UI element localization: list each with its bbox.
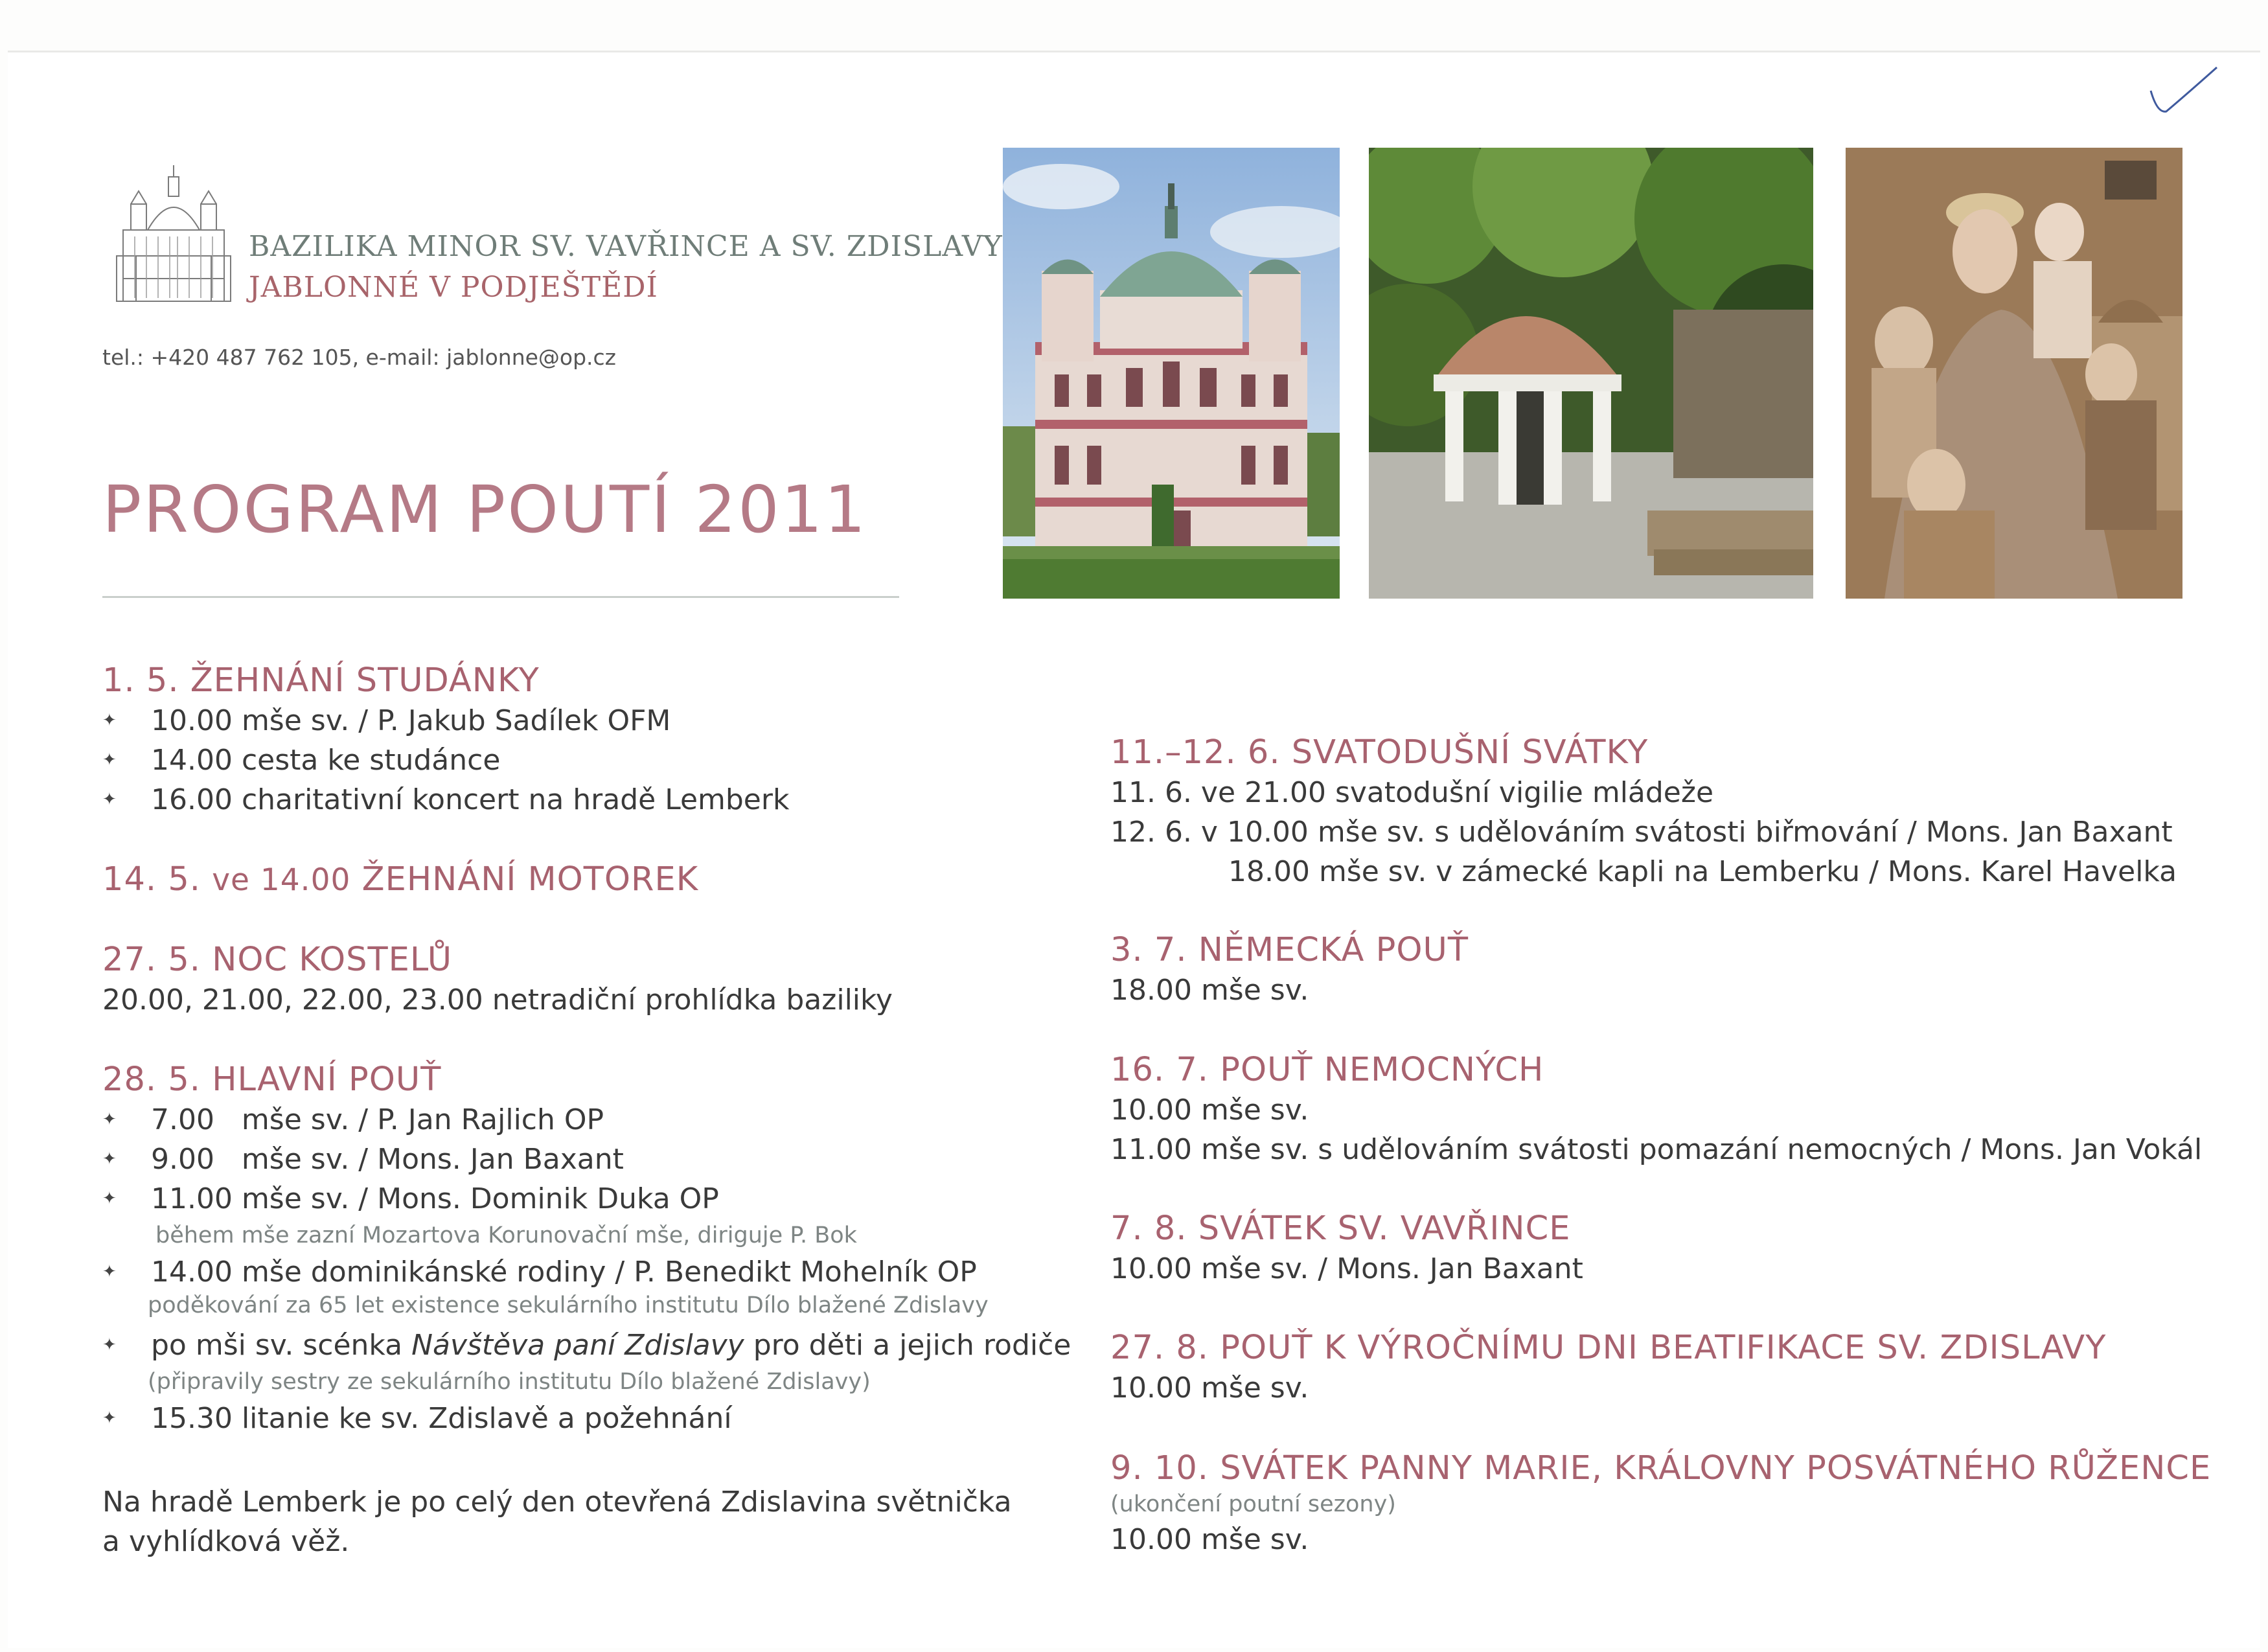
- event-name: ŽEHNÁNÍ MOTOREK: [361, 860, 699, 899]
- event-heading: 16. 7. POUŤ NEMOCNÝCH: [1110, 1051, 1544, 1089]
- event-heading: 9. 10. SVÁTEK PANNY MARIE, KRÁLOVNY POSVÁTNÉHO RŮŽENCE: [1110, 1449, 2212, 1487]
- event-heading: 27. 5. NOC KOSTELŮ: [102, 941, 453, 979]
- list-item-text: po mši sv. scénka: [151, 1329, 412, 1362]
- list-item: [102, 1252, 1071, 1292]
- bullet-icon: ✦: [102, 1149, 117, 1169]
- event-time: ve 14.00: [212, 862, 351, 898]
- list-item: [102, 701, 789, 740]
- event-heading: 7. 8. SVÁTEK SV. VAVŘINCE: [1110, 1210, 1571, 1248]
- event-line: 10.00 mše sv.: [1110, 1094, 1309, 1127]
- note: poděkování za 65 let existence sekulárního institutu Dílo blažené Zdislavy: [148, 1292, 989, 1318]
- event-r1: [1110, 733, 2177, 891]
- event-line: 10.00 mše sv.: [1110, 1371, 1309, 1405]
- list-item: [102, 1399, 1071, 1438]
- list-item-text: 7.00 mše sv. / P. Jan Rajlich OP: [151, 1103, 604, 1136]
- event-line: 10.00 mše sv. / Mons. Jan Baxant: [1110, 1252, 1583, 1285]
- basilica-photo: [1003, 148, 1340, 599]
- note: během mše zazní Mozartova Korunovační mše, diriguje P. Bok: [155, 1222, 857, 1248]
- list-item-text: 14.00 cesta ke studánce: [151, 744, 501, 777]
- list-item-text: 14.00 mše dominikánské rodiny / P. Benedikt Mohelník OP: [151, 1256, 977, 1289]
- event-r4: [1110, 1209, 1583, 1289]
- bullet-icon: ✦: [102, 1189, 117, 1208]
- event-1: [102, 661, 789, 820]
- event-line: 11.00 mše sv. s udělováním svátosti pomazání nemocných / Mons. Jan Vokál: [1110, 1133, 2203, 1166]
- basilica-logo-icon: [115, 159, 232, 308]
- list-item: [102, 740, 789, 780]
- list-item-text: 16.00 charitativní koncert na hradě Lemberk: [151, 783, 790, 816]
- event-line: 11. 6. ve 21.00 svatodušní vigilie mládeže: [1110, 776, 1714, 809]
- event-line: 10.00 mše sv.: [1110, 1523, 1309, 1556]
- event-2: [102, 860, 698, 901]
- bullet-icon: ✦: [102, 750, 117, 770]
- bullet-icon: ✦: [102, 1335, 117, 1355]
- note: (ukončení poutní sezony): [1110, 1491, 1396, 1517]
- event-line: 18.00 mše sv.: [1110, 974, 1309, 1007]
- event-r3: [1110, 1050, 2202, 1169]
- bullet-icon: ✦: [102, 1408, 117, 1428]
- list-item: [102, 1140, 1071, 1179]
- event-r6: [1110, 1449, 2211, 1559]
- footer-line: Na hradě Lemberk je po celý den otevřená Zdislavina světnička: [102, 1486, 1012, 1519]
- list-item: [102, 1100, 1071, 1140]
- org-place: JABLONNÉ V PODJEŠTĚDÍ: [249, 271, 658, 304]
- event-heading: 28. 5. HLAVNÍ POUŤ: [102, 1061, 442, 1099]
- list-item-text: pro děti a jejich rodiče: [744, 1329, 1071, 1362]
- bullet-icon: ✦: [102, 790, 117, 809]
- event-r5: [1110, 1328, 2106, 1408]
- event-heading: 11.–12. 6. SVATODUŠNÍ SVÁTKY: [1110, 733, 1649, 772]
- play-title: Návštěva paní Zdislavy: [411, 1329, 744, 1362]
- checkmark-icon: [2148, 65, 2219, 123]
- note: (připravily sestry ze sekulárního institutu Dílo blažené Zdislavy): [148, 1369, 871, 1395]
- contact-info: tel.: +420 487 762 105, e-mail: jablonne@op.cz: [102, 345, 616, 370]
- event-heading: 1. 5. ŽEHNÁNÍ STUDÁNKY: [102, 661, 540, 700]
- event-date: 14. 5.: [102, 860, 201, 899]
- event-line: 12. 6. v 10.00 mše sv. s udělováním svátosti biřmování / Mons. Jan Baxant: [1110, 816, 2173, 849]
- list-item-text: 10.00 mše sv. / P. Jakub Sadílek OFM: [151, 704, 671, 737]
- bullet-icon: ✦: [102, 711, 117, 730]
- list-item-text: 15.30 litanie ke sv. Zdislavě a požehnání: [151, 1402, 732, 1435]
- event-heading: 27. 8. POUŤ K VÝROČNÍMU DNI BEATIFIKACE SV. ZDISLAVY: [1110, 1329, 2107, 1367]
- list-item: [102, 1325, 1071, 1365]
- footer-line: a vyhlídková věž.: [102, 1525, 350, 1558]
- pavilion-photo: [1369, 148, 1813, 599]
- event-4: [102, 1060, 1071, 1438]
- list-item: [102, 1179, 1071, 1219]
- bullet-icon: ✦: [102, 1110, 117, 1129]
- page-title: PROGRAM POUTÍ 2011: [102, 472, 867, 547]
- title-divider: [102, 596, 899, 598]
- event-line: 20.00, 21.00, 22.00, 23.00 netradiční prohlídka baziliky: [102, 983, 893, 1016]
- event-heading: [102, 860, 698, 901]
- org-name: BAZILIKA MINOR SV. VAVŘINCE A SV. ZDISLAVY: [249, 230, 1003, 263]
- event-heading: 3. 7. NĚMECKÁ POUŤ: [1110, 931, 1469, 969]
- list-item: [102, 780, 789, 820]
- list-item-text: 11.00 mše sv. / Mons. Dominik Duka OP: [151, 1182, 719, 1215]
- list-item-text: 9.00 mše sv. / Mons. Jan Baxant: [151, 1143, 624, 1176]
- bullet-icon: ✦: [102, 1262, 117, 1281]
- event-r2: [1110, 930, 1469, 1010]
- footer-note: [102, 1482, 1012, 1561]
- event-3: [102, 940, 893, 1020]
- event-line: 18.00 mše sv. v zámecké kapli na Lemberku / Mons. Karel Havelka: [1228, 855, 2177, 888]
- madonna-painting: [1846, 148, 2182, 599]
